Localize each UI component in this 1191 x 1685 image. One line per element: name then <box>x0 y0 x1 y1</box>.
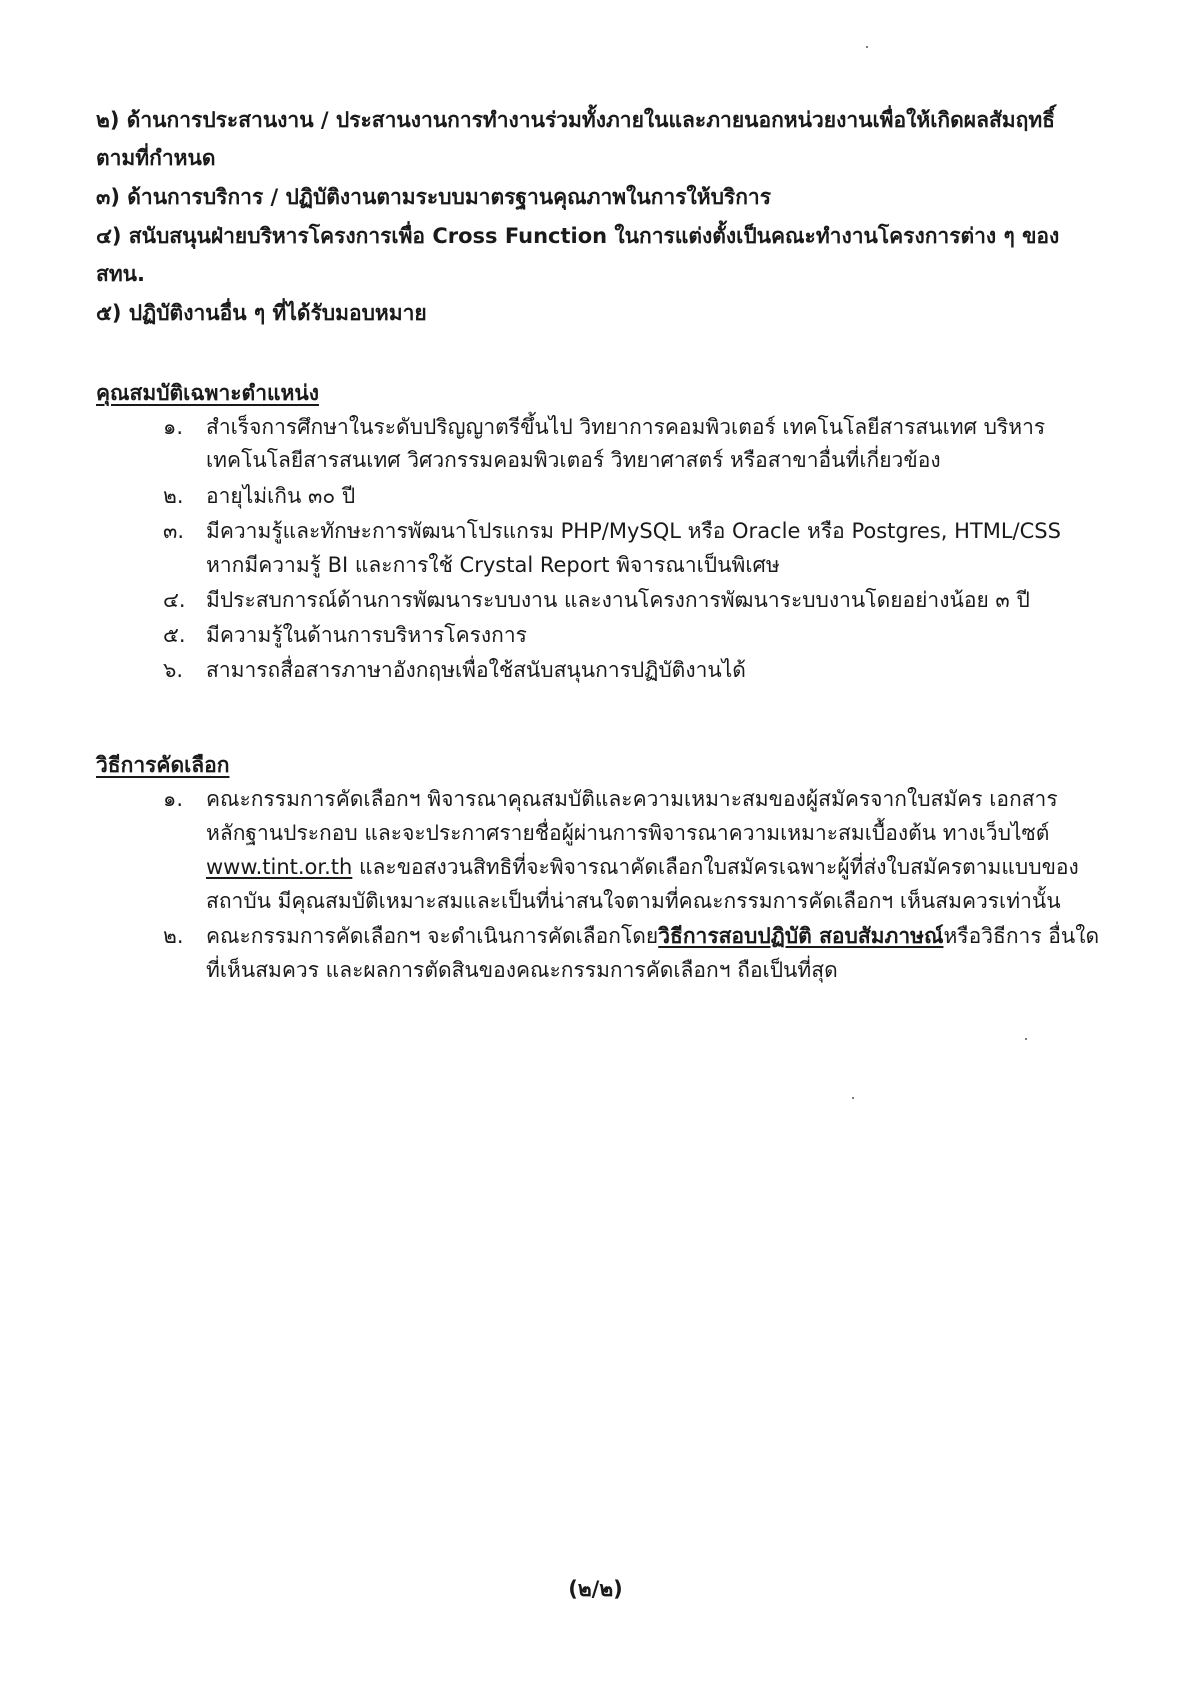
qualifications-heading: คุณสมบัติเฉพาะตำแหน่ง <box>96 381 319 405</box>
selection-number: ๑. <box>163 787 184 811</box>
website-link[interactable]: www.tint.or.th <box>206 855 353 879</box>
qualification-number: ๖. <box>163 658 184 682</box>
qualification-text: อายุไม่เกิน ๓๐ ปี <box>206 484 356 508</box>
selection-text: ที่เห็นสมควร และผลการตัดสินของคณะกรรมการคัดเลือกฯ ถือเป็นที่สุด <box>206 958 838 982</box>
scan-speck <box>1025 1038 1027 1040</box>
selection-number: ๒. <box>163 924 184 948</box>
qualification-text: สำเร็จการศึกษาในระดับปริญญาตรีขึ้นไป วิทยาการคอมพิวเตอร์ เทคโนโลยีสารสนเทศ บริหาร <box>206 415 1046 439</box>
selection-text-with-emphasis <box>206 921 1099 951</box>
duty-line-5: ๕) ปฏิบัติงานอื่น ๆ ที่ได้รับมอบหมาย <box>96 301 427 325</box>
qualification-text: หากมีความรู้ BI และการใช้ Crystal Report พิจารณาเป็นพิเศษ <box>206 553 780 577</box>
qualification-text: เทคโนโลยีสารสนเทศ วิศวกรรมคอมพิวเตอร์ วิทยาศาสตร์ หรือสาขาอื่นที่เกี่ยวข้อง <box>206 448 941 472</box>
selection-heading: วิธีการคัดเลือก <box>96 753 230 777</box>
qualification-number: ๔. <box>163 588 186 612</box>
qualification-text: มีประสบการณ์ด้านการพัฒนาระบบงาน และงานโครงการพัฒนาระบบงานโดยอย่างน้อย ๓ ปี <box>206 588 1030 612</box>
qualification-text: มีความรู้และทักษะการพัฒนาโปรแกรม PHP/MySQL หรือ Oracle หรือ Postgres, HTML/CSS <box>206 519 1061 543</box>
qualification-number: ๕. <box>163 623 186 647</box>
qualification-text: สามารถสื่อสารภาษาอังกฤษเพื่อใช้สนับสนุนการปฏิบัติงานได้ <box>206 658 746 682</box>
selection-text: หลักฐานประกอบ และจะประกาศรายชื่อผู้ผ่านการพิจารณาความเหมาะสมเบื้องต้น ทางเว็บไซต์ <box>206 821 1050 845</box>
duty-line-2-cont: ตามที่กำหนด <box>96 146 216 170</box>
selection-text: คณะกรรมการคัดเลือกฯ พิจารณาคุณสมบัติและความเหมาะสมของผู้สมัครจากใบสมัคร เอกสาร <box>206 787 1058 811</box>
qualification-text: มีความรู้ในด้านการบริหารโครงการ <box>206 623 527 647</box>
selection-text-with-link <box>206 852 1079 882</box>
selection-text: คณะกรรมการคัดเลือกฯ จะดำเนินการคัดเลือกโดย <box>206 924 659 948</box>
scan-speck <box>852 1097 854 1099</box>
selection-method-emphasis: วิธีการสอบปฏิบัติ สอบสัมภาษณ์ <box>658 924 944 948</box>
qualification-number: ๓. <box>163 519 185 543</box>
selection-text: และขอสงวนสิทธิที่จะพิจารณาคัดเลือกใบสมัครเฉพาะผู้ที่ส่งใบสมัครตามแบบของ <box>352 855 1079 879</box>
duty-line-4: ๔) สนับสนุนฝ่ายบริหารโครงการเพื่อ Cross Function ในการแต่งตั้งเป็นคณะทำงานโครงการต่าง ๆ ของ <box>96 224 1060 248</box>
qualification-number: ๒. <box>163 484 184 508</box>
duty-line-2: ๒) ด้านการประสานงาน / ประสานงานการทำงานร่วมทั้งภายในและภายนอกหน่วยงานเพื่อให้เกิดผลสัมฤทธิ์ <box>96 108 1055 132</box>
duty-line-4-cont: สทน. <box>96 262 145 286</box>
duty-line-3: ๓) ด้านการบริการ / ปฏิบัติงานตามระบบมาตรฐานคุณภาพในการให้บริการ <box>96 185 771 209</box>
selection-text: หรือวิธีการ อื่นใด <box>943 924 1100 948</box>
selection-text: สถาบัน มีคุณสมบัติเหมาะสมและเป็นที่น่าสนใจตามที่คณะกรรมการคัดเลือกฯ เห็นสมควรเท่านั้น <box>206 889 1061 913</box>
scan-speck <box>866 46 868 48</box>
qualification-number: ๑. <box>163 415 184 439</box>
page-number: (๒/๒) <box>568 1577 623 1601</box>
